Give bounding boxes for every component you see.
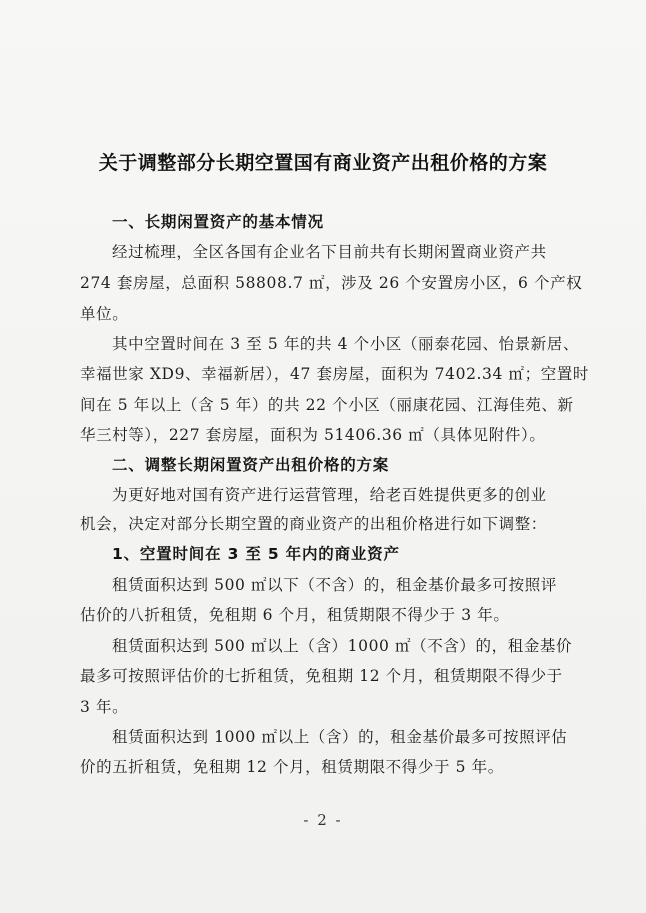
paragraph-line: 价的五折租赁，免租期 12 个月，租赁期限不得少于 5 年。 [80,758,504,776]
paragraph-line: 估价的八折租赁，免租期 6 个月，租赁期限不得少于 3 年。 [80,606,510,624]
paragraph-line: 单位。 [80,305,129,323]
paragraph-line: 为更好地对国有资产进行运营管理，给老百姓提供更多的创业 [112,486,547,504]
paragraph-line: 华三村等），227 套房屋，面积为 51406.36 ㎡（具体见附件）。 [80,426,546,444]
paragraph-line: 租赁面积达到 500 ㎡以下（不含）的，租金基价最多可按照评 [112,576,557,594]
sub-heading-1: 1、空置时间在 3 至 5 年内的商业资产 [112,545,400,563]
page-number: - 2 - [303,811,343,829]
document-title: 关于调整部分长期空置国有商业资产出租价格的方案 [98,152,548,174]
paragraph-line: 间在 5 年以上（含 5 年）的共 22 个小区（丽康花园、江海佳苑、新 [80,396,574,414]
paragraph-line: 租赁面积达到 500 ㎡以上（含）1000 ㎡（不含）的，租金基价 [112,637,573,655]
paragraph-line: 其中空置时间在 3 至 5 年的共 4 个小区（丽泰花园、怡景新居、 [112,335,580,353]
paragraph-line: 274 套房屋，总面积 58808.7 ㎡，涉及 26 个安置房小区，6 个产权 [80,274,583,292]
paragraph-line: 租赁面积达到 1000 ㎡以上（含）的，租金基价最多可按照评估 [112,728,568,746]
paragraph-line: 3 年。 [80,698,129,716]
paragraph-line: 最多可按照评估价的七折租赁，免租期 12 个月，租赁期限不得少于 [80,667,563,685]
section-heading-2: 二、调整长期闲置资产出租价格的方案 [112,456,390,474]
section-heading-1: 一、长期闲置资产的基本情况 [112,213,324,231]
paragraph-line: 机会，决定对部分长期空置的商业资产的出租价格进行如下调整： [80,515,547,533]
paragraph-line: 幸福世家 XD9、幸福新居），47 套房屋，面积为 7402.34 ㎡；空置时 [80,365,590,383]
paragraph-line: 经过梳理，全区各国有企业名下目前共有长期闲置商业资产共 [112,243,547,261]
